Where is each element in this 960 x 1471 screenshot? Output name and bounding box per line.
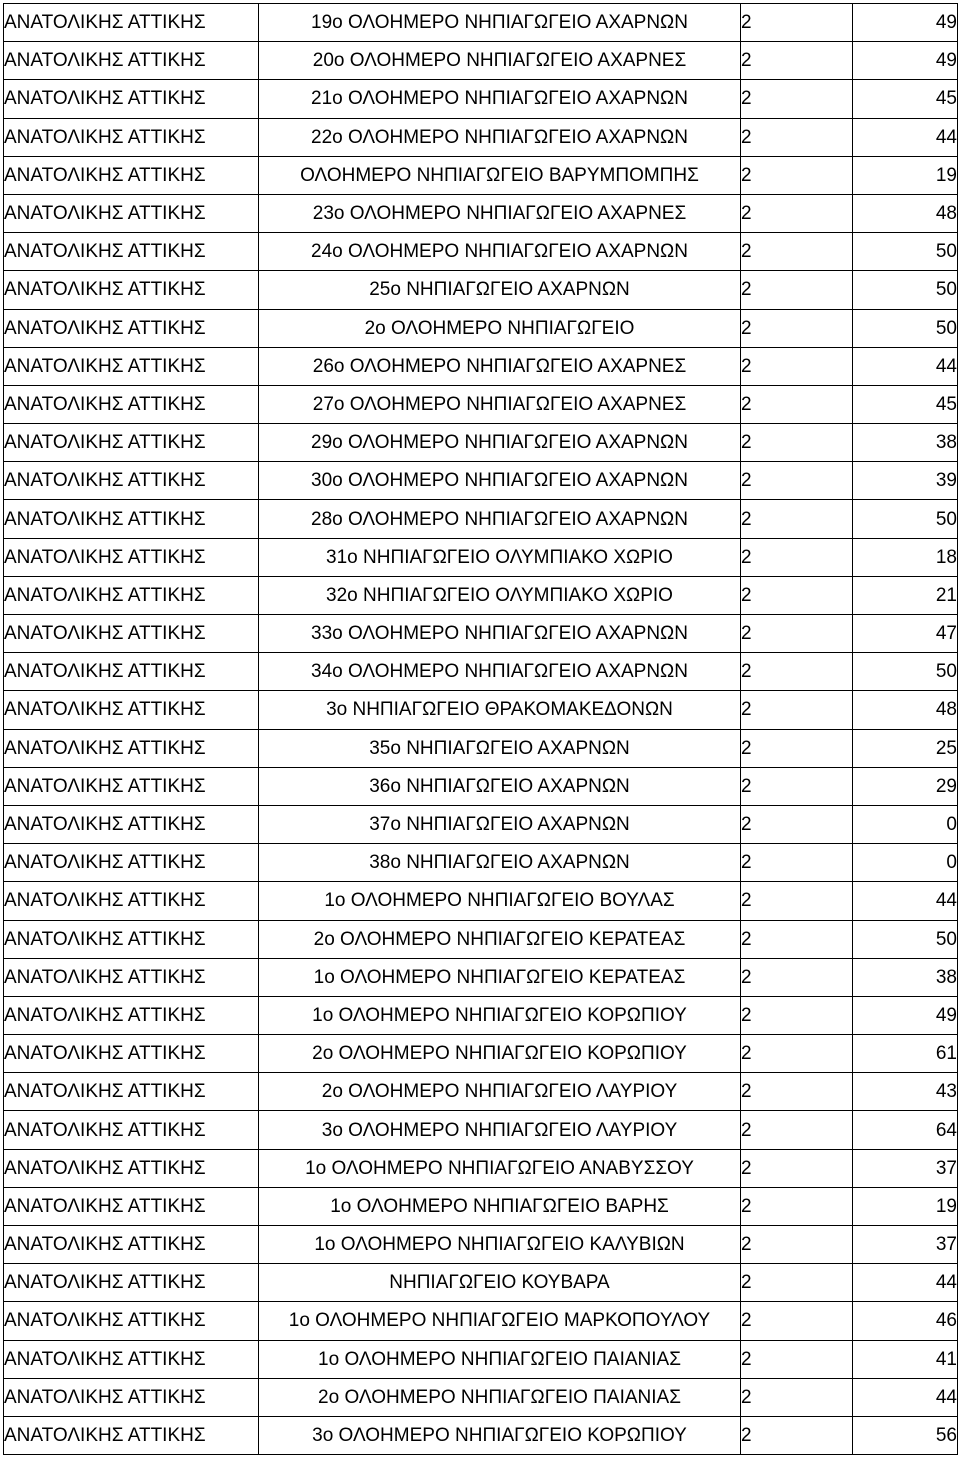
- school-name-cell: 3ο ΟΛΟΗΜΕΡΟ ΝΗΠΙΑΓΩΓΕΙΟ ΚΟΡΩΠΙΟΥ: [259, 1416, 741, 1454]
- classes-count-cell: 2: [741, 1302, 853, 1340]
- table-row: [4, 424, 958, 462]
- classes-count-cell: 2: [741, 1111, 853, 1149]
- students-count-cell: 50: [853, 271, 958, 309]
- region-cell: ΑΝΑΤΟΛΙΚΗΣ ΑΤΤΙΚΗΣ: [4, 1264, 259, 1302]
- region-cell: ΑΝΑΤΟΛΙΚΗΣ ΑΤΤΙΚΗΣ: [4, 500, 259, 538]
- school-name-cell: 1ο ΟΛΟΗΜΕΡΟ ΝΗΠΙΑΓΩΓΕΙΟ ΚΑΛΥΒΙΩΝ: [259, 1226, 741, 1264]
- school-name-cell: 1ο ΟΛΟΗΜΕΡΟ ΝΗΠΙΑΓΩΓΕΙΟ ΒΟΥΛΑΣ: [259, 882, 741, 920]
- region-cell: ΑΝΑΤΟΛΙΚΗΣ ΑΤΤΙΚΗΣ: [4, 1302, 259, 1340]
- table-row: [4, 1416, 958, 1454]
- region-cell: ΑΝΑΤΟΛΙΚΗΣ ΑΤΤΙΚΗΣ: [4, 538, 259, 576]
- school-name-cell: ΟΛΟΗΜΕΡΟ ΝΗΠΙΑΓΩΓΕΙΟ ΒΑΡΥΜΠΟΜΠΗΣ: [259, 156, 741, 194]
- school-name-cell: 26ο ΟΛΟΗΜΕΡΟ ΝΗΠΙΑΓΩΓΕΙΟ ΑΧΑΡΝΕΣ: [259, 347, 741, 385]
- school-name-cell: 1ο ΟΛΟΗΜΕΡΟ ΝΗΠΙΑΓΩΓΕΙΟ ΚΟΡΩΠΙΟΥ: [259, 996, 741, 1034]
- school-name-cell: 28ο ΟΛΟΗΜΕΡΟ ΝΗΠΙΑΓΩΓΕΙΟ ΑΧΑΡΝΩΝ: [259, 500, 741, 538]
- students-count-cell: 49: [853, 4, 958, 42]
- table-row: [4, 309, 958, 347]
- table-row: [4, 1378, 958, 1416]
- region-cell: ΑΝΑΤΟΛΙΚΗΣ ΑΤΤΙΚΗΣ: [4, 309, 259, 347]
- school-name-cell: 19ο ΟΛΟΗΜΕΡΟ ΝΗΠΙΑΓΩΓΕΙΟ ΑΧΑΡΝΩΝ: [259, 4, 741, 42]
- region-cell: ΑΝΑΤΟΛΙΚΗΣ ΑΤΤΙΚΗΣ: [4, 844, 259, 882]
- table-row: [4, 958, 958, 996]
- classes-count-cell: 2: [741, 80, 853, 118]
- school-name-cell: 27ο ΟΛΟΗΜΕΡΟ ΝΗΠΙΑΓΩΓΕΙΟ ΑΧΑΡΝΕΣ: [259, 385, 741, 423]
- school-name-cell: ΝΗΠΙΑΓΩΓΕΙΟ ΚΟΥΒΑΡΑ: [259, 1264, 741, 1302]
- students-count-cell: 48: [853, 194, 958, 232]
- classes-count-cell: 2: [741, 1226, 853, 1264]
- school-name-cell: 23ο ΟΛΟΗΜΕΡΟ ΝΗΠΙΑΓΩΓΕΙΟ ΑΧΑΡΝΕΣ: [259, 194, 741, 232]
- region-cell: ΑΝΑΤΟΛΙΚΗΣ ΑΤΤΙΚΗΣ: [4, 233, 259, 271]
- classes-count-cell: 2: [741, 424, 853, 462]
- table-row: [4, 691, 958, 729]
- students-count-cell: 48: [853, 691, 958, 729]
- table-row: [4, 271, 958, 309]
- classes-count-cell: 2: [741, 1187, 853, 1225]
- students-count-cell: 19: [853, 1187, 958, 1225]
- school-name-cell: 3ο ΝΗΠΙΑΓΩΓΕΙΟ ΘΡΑΚΟΜΑΚΕΔΟΝΩΝ: [259, 691, 741, 729]
- school-name-cell: 2ο ΟΛΟΗΜΕΡΟ ΝΗΠΙΑΓΩΓΕΙΟ ΚΟΡΩΠΙΟΥ: [259, 1035, 741, 1073]
- classes-count-cell: 2: [741, 996, 853, 1034]
- classes-count-cell: 2: [741, 538, 853, 576]
- classes-count-cell: 2: [741, 958, 853, 996]
- classes-count-cell: 2: [741, 576, 853, 614]
- classes-count-cell: 2: [741, 500, 853, 538]
- school-name-cell: 29ο ΟΛΟΗΜΕΡΟ ΝΗΠΙΑΓΩΓΕΙΟ ΑΧΑΡΝΩΝ: [259, 424, 741, 462]
- table-row: [4, 462, 958, 500]
- students-count-cell: 46: [853, 1302, 958, 1340]
- region-cell: ΑΝΑΤΟΛΙΚΗΣ ΑΤΤΙΚΗΣ: [4, 424, 259, 462]
- region-cell: ΑΝΑΤΟΛΙΚΗΣ ΑΤΤΙΚΗΣ: [4, 1187, 259, 1225]
- classes-count-cell: 2: [741, 271, 853, 309]
- classes-count-cell: 2: [741, 4, 853, 42]
- region-cell: ΑΝΑΤΟΛΙΚΗΣ ΑΤΤΙΚΗΣ: [4, 1226, 259, 1264]
- students-count-cell: 0: [853, 805, 958, 843]
- region-cell: ΑΝΑΤΟΛΙΚΗΣ ΑΤΤΙΚΗΣ: [4, 920, 259, 958]
- region-cell: ΑΝΑΤΟΛΙΚΗΣ ΑΤΤΙΚΗΣ: [4, 1073, 259, 1111]
- table-row: [4, 615, 958, 653]
- table-row: [4, 996, 958, 1034]
- table-row: [4, 42, 958, 80]
- school-name-cell: 3ο ΟΛΟΗΜΕΡΟ ΝΗΠΙΑΓΩΓΕΙΟ ΛΑΥΡΙΟΥ: [259, 1111, 741, 1149]
- students-count-cell: 47: [853, 615, 958, 653]
- region-cell: ΑΝΑΤΟΛΙΚΗΣ ΑΤΤΙΚΗΣ: [4, 691, 259, 729]
- region-cell: ΑΝΑΤΟΛΙΚΗΣ ΑΤΤΙΚΗΣ: [4, 1378, 259, 1416]
- table-row: [4, 538, 958, 576]
- region-cell: ΑΝΑΤΟΛΙΚΗΣ ΑΤΤΙΚΗΣ: [4, 1111, 259, 1149]
- school-name-cell: 1ο ΟΛΟΗΜΕΡΟ ΝΗΠΙΑΓΩΓΕΙΟ ΑΝΑΒΥΣΣΟΥ: [259, 1149, 741, 1187]
- table-row: [4, 576, 958, 614]
- students-count-cell: 44: [853, 882, 958, 920]
- classes-count-cell: 2: [741, 920, 853, 958]
- table-row: [4, 653, 958, 691]
- classes-count-cell: 2: [741, 882, 853, 920]
- region-cell: ΑΝΑΤΟΛΙΚΗΣ ΑΤΤΙΚΗΣ: [4, 767, 259, 805]
- school-name-cell: 20ο ΟΛΟΗΜΕΡΟ ΝΗΠΙΑΓΩΓΕΙΟ ΑΧΑΡΝΕΣ: [259, 42, 741, 80]
- classes-count-cell: 2: [741, 805, 853, 843]
- school-name-cell: 33ο ΟΛΟΗΜΕΡΟ ΝΗΠΙΑΓΩΓΕΙΟ ΑΧΑΡΝΩΝ: [259, 615, 741, 653]
- classes-count-cell: 2: [741, 1340, 853, 1378]
- students-count-cell: 44: [853, 1378, 958, 1416]
- region-cell: ΑΝΑΤΟΛΙΚΗΣ ΑΤΤΙΚΗΣ: [4, 729, 259, 767]
- region-cell: ΑΝΑΤΟΛΙΚΗΣ ΑΤΤΙΚΗΣ: [4, 194, 259, 232]
- region-cell: ΑΝΑΤΟΛΙΚΗΣ ΑΤΤΙΚΗΣ: [4, 385, 259, 423]
- region-cell: ΑΝΑΤΟΛΙΚΗΣ ΑΤΤΙΚΗΣ: [4, 805, 259, 843]
- classes-count-cell: 2: [741, 1073, 853, 1111]
- school-name-cell: 1ο ΟΛΟΗΜΕΡΟ ΝΗΠΙΑΓΩΓΕΙΟ ΠΑΙΑΝΙΑΣ: [259, 1340, 741, 1378]
- table-row: [4, 4, 958, 42]
- region-cell: ΑΝΑΤΟΛΙΚΗΣ ΑΤΤΙΚΗΣ: [4, 118, 259, 156]
- region-cell: ΑΝΑΤΟΛΙΚΗΣ ΑΤΤΙΚΗΣ: [4, 271, 259, 309]
- region-cell: ΑΝΑΤΟΛΙΚΗΣ ΑΤΤΙΚΗΣ: [4, 80, 259, 118]
- students-count-cell: 43: [853, 1073, 958, 1111]
- table-row: [4, 80, 958, 118]
- region-cell: ΑΝΑΤΟΛΙΚΗΣ ΑΤΤΙΚΗΣ: [4, 882, 259, 920]
- school-name-cell: 32ο ΝΗΠΙΑΓΩΓΕΙΟ ΟΛΥΜΠΙΑΚΟ ΧΩΡΙΟ: [259, 576, 741, 614]
- school-name-cell: 31ο ΝΗΠΙΑΓΩΓΕΙΟ ΟΛΥΜΠΙΑΚΟ ΧΩΡΙΟ: [259, 538, 741, 576]
- table-row: [4, 233, 958, 271]
- region-cell: ΑΝΑΤΟΛΙΚΗΣ ΑΤΤΙΚΗΣ: [4, 42, 259, 80]
- table-row: [4, 156, 958, 194]
- table-row: [4, 1187, 958, 1225]
- classes-count-cell: 2: [741, 309, 853, 347]
- classes-count-cell: 2: [741, 1035, 853, 1073]
- classes-count-cell: 2: [741, 653, 853, 691]
- classes-count-cell: 2: [741, 615, 853, 653]
- classes-count-cell: 2: [741, 1416, 853, 1454]
- students-count-cell: 50: [853, 653, 958, 691]
- students-count-cell: 64: [853, 1111, 958, 1149]
- table-row: [4, 882, 958, 920]
- table-row: [4, 1073, 958, 1111]
- school-name-cell: 21ο ΟΛΟΗΜΕΡΟ ΝΗΠΙΑΓΩΓΕΙΟ ΑΧΑΡΝΩΝ: [259, 80, 741, 118]
- students-count-cell: 61: [853, 1035, 958, 1073]
- table-row: [4, 1264, 958, 1302]
- students-count-cell: 56: [853, 1416, 958, 1454]
- school-name-cell: 24ο ΟΛΟΗΜΕΡΟ ΝΗΠΙΑΓΩΓΕΙΟ ΑΧΑΡΝΩΝ: [259, 233, 741, 271]
- school-name-cell: 2ο ΟΛΟΗΜΕΡΟ ΝΗΠΙΑΓΩΓΕΙΟ ΛΑΥΡΙΟΥ: [259, 1073, 741, 1111]
- table-row: [4, 805, 958, 843]
- students-count-cell: 25: [853, 729, 958, 767]
- school-name-cell: 34ο ΟΛΟΗΜΕΡΟ ΝΗΠΙΑΓΩΓΕΙΟ ΑΧΑΡΝΩΝ: [259, 653, 741, 691]
- table-row: [4, 1226, 958, 1264]
- classes-count-cell: 2: [741, 1378, 853, 1416]
- table-row: [4, 1302, 958, 1340]
- students-count-cell: 37: [853, 1149, 958, 1187]
- school-name-cell: 30ο ΟΛΟΗΜΕΡΟ ΝΗΠΙΑΓΩΓΕΙΟ ΑΧΑΡΝΩΝ: [259, 462, 741, 500]
- classes-count-cell: 2: [741, 729, 853, 767]
- students-count-cell: 50: [853, 309, 958, 347]
- schools-table-body: [4, 4, 958, 1455]
- students-count-cell: 44: [853, 1264, 958, 1302]
- school-name-cell: 22ο ΟΛΟΗΜΕΡΟ ΝΗΠΙΑΓΩΓΕΙΟ ΑΧΑΡΝΩΝ: [259, 118, 741, 156]
- table-row: [4, 1111, 958, 1149]
- classes-count-cell: 2: [741, 347, 853, 385]
- region-cell: ΑΝΑΤΟΛΙΚΗΣ ΑΤΤΙΚΗΣ: [4, 1340, 259, 1378]
- region-cell: ΑΝΑΤΟΛΙΚΗΣ ΑΤΤΙΚΗΣ: [4, 576, 259, 614]
- region-cell: ΑΝΑΤΟΛΙΚΗΣ ΑΤΤΙΚΗΣ: [4, 156, 259, 194]
- classes-count-cell: 2: [741, 691, 853, 729]
- region-cell: ΑΝΑΤΟΛΙΚΗΣ ΑΤΤΙΚΗΣ: [4, 1416, 259, 1454]
- table-row: [4, 194, 958, 232]
- region-cell: ΑΝΑΤΟΛΙΚΗΣ ΑΤΤΙΚΗΣ: [4, 958, 259, 996]
- students-count-cell: 18: [853, 538, 958, 576]
- classes-count-cell: 2: [741, 1264, 853, 1302]
- students-count-cell: 0: [853, 844, 958, 882]
- school-name-cell: 37ο ΝΗΠΙΑΓΩΓΕΙΟ ΑΧΑΡΝΩΝ: [259, 805, 741, 843]
- students-count-cell: 44: [853, 118, 958, 156]
- table-row: [4, 1149, 958, 1187]
- region-cell: ΑΝΑΤΟΛΙΚΗΣ ΑΤΤΙΚΗΣ: [4, 996, 259, 1034]
- school-name-cell: 2ο ΟΛΟΗΜΕΡΟ ΝΗΠΙΑΓΩΓΕΙΟ ΚΕΡΑΤΕΑΣ: [259, 920, 741, 958]
- students-count-cell: 45: [853, 80, 958, 118]
- region-cell: ΑΝΑΤΟΛΙΚΗΣ ΑΤΤΙΚΗΣ: [4, 653, 259, 691]
- table-row: [4, 920, 958, 958]
- school-name-cell: 38ο ΝΗΠΙΑΓΩΓΕΙΟ ΑΧΑΡΝΩΝ: [259, 844, 741, 882]
- classes-count-cell: 2: [741, 194, 853, 232]
- classes-count-cell: 2: [741, 1149, 853, 1187]
- classes-count-cell: 2: [741, 844, 853, 882]
- school-name-cell: 25ο ΝΗΠΙΑΓΩΓΕΙΟ ΑΧΑΡΝΩΝ: [259, 271, 741, 309]
- students-count-cell: 38: [853, 424, 958, 462]
- classes-count-cell: 2: [741, 767, 853, 805]
- students-count-cell: 50: [853, 500, 958, 538]
- school-name-cell: 1ο ΟΛΟΗΜΕΡΟ ΝΗΠΙΑΓΩΓΕΙΟ ΚΕΡΑΤΕΑΣ: [259, 958, 741, 996]
- students-count-cell: 49: [853, 42, 958, 80]
- school-name-cell: 2ο ΟΛΟΗΜΕΡΟ ΝΗΠΙΑΓΩΓΕΙΟ ΠΑΙΑΝΙΑΣ: [259, 1378, 741, 1416]
- table-row: [4, 1035, 958, 1073]
- table-row: [4, 844, 958, 882]
- students-count-cell: 45: [853, 385, 958, 423]
- students-count-cell: 50: [853, 233, 958, 271]
- students-count-cell: 37: [853, 1226, 958, 1264]
- classes-count-cell: 2: [741, 385, 853, 423]
- classes-count-cell: 2: [741, 118, 853, 156]
- school-name-cell: 36ο ΝΗΠΙΑΓΩΓΕΙΟ ΑΧΑΡΝΩΝ: [259, 767, 741, 805]
- region-cell: ΑΝΑΤΟΛΙΚΗΣ ΑΤΤΙΚΗΣ: [4, 1035, 259, 1073]
- region-cell: ΑΝΑΤΟΛΙΚΗΣ ΑΤΤΙΚΗΣ: [4, 615, 259, 653]
- region-cell: ΑΝΑΤΟΛΙΚΗΣ ΑΤΤΙΚΗΣ: [4, 347, 259, 385]
- students-count-cell: 38: [853, 958, 958, 996]
- students-count-cell: 39: [853, 462, 958, 500]
- classes-count-cell: 2: [741, 42, 853, 80]
- school-name-cell: 2ο ΟΛΟΗΜΕΡΟ ΝΗΠΙΑΓΩΓΕΙΟ: [259, 309, 741, 347]
- students-count-cell: 29: [853, 767, 958, 805]
- students-count-cell: 49: [853, 996, 958, 1034]
- school-name-cell: 1ο ΟΛΟΗΜΕΡΟ ΝΗΠΙΑΓΩΓΕΙΟ ΒΑΡΗΣ: [259, 1187, 741, 1225]
- table-row: [4, 729, 958, 767]
- classes-count-cell: 2: [741, 156, 853, 194]
- classes-count-cell: 2: [741, 233, 853, 271]
- school-name-cell: 35ο ΝΗΠΙΑΓΩΓΕΙΟ ΑΧΑΡΝΩΝ: [259, 729, 741, 767]
- table-row: [4, 767, 958, 805]
- region-cell: ΑΝΑΤΟΛΙΚΗΣ ΑΤΤΙΚΗΣ: [4, 462, 259, 500]
- table-row: [4, 347, 958, 385]
- table-row: [4, 500, 958, 538]
- table-row: [4, 385, 958, 423]
- region-cell: ΑΝΑΤΟΛΙΚΗΣ ΑΤΤΙΚΗΣ: [4, 1149, 259, 1187]
- students-count-cell: 21: [853, 576, 958, 614]
- table-row: [4, 1340, 958, 1378]
- students-count-cell: 44: [853, 347, 958, 385]
- table-row: [4, 118, 958, 156]
- region-cell: ΑΝΑΤΟΛΙΚΗΣ ΑΤΤΙΚΗΣ: [4, 4, 259, 42]
- schools-table: [3, 3, 958, 1455]
- students-count-cell: 50: [853, 920, 958, 958]
- students-count-cell: 41: [853, 1340, 958, 1378]
- classes-count-cell: 2: [741, 462, 853, 500]
- students-count-cell: 19: [853, 156, 958, 194]
- school-name-cell: 1ο ΟΛΟΗΜΕΡΟ ΝΗΠΙΑΓΩΓΕΙΟ ΜΑΡΚΟΠΟΥΛΟΥ: [259, 1302, 741, 1340]
